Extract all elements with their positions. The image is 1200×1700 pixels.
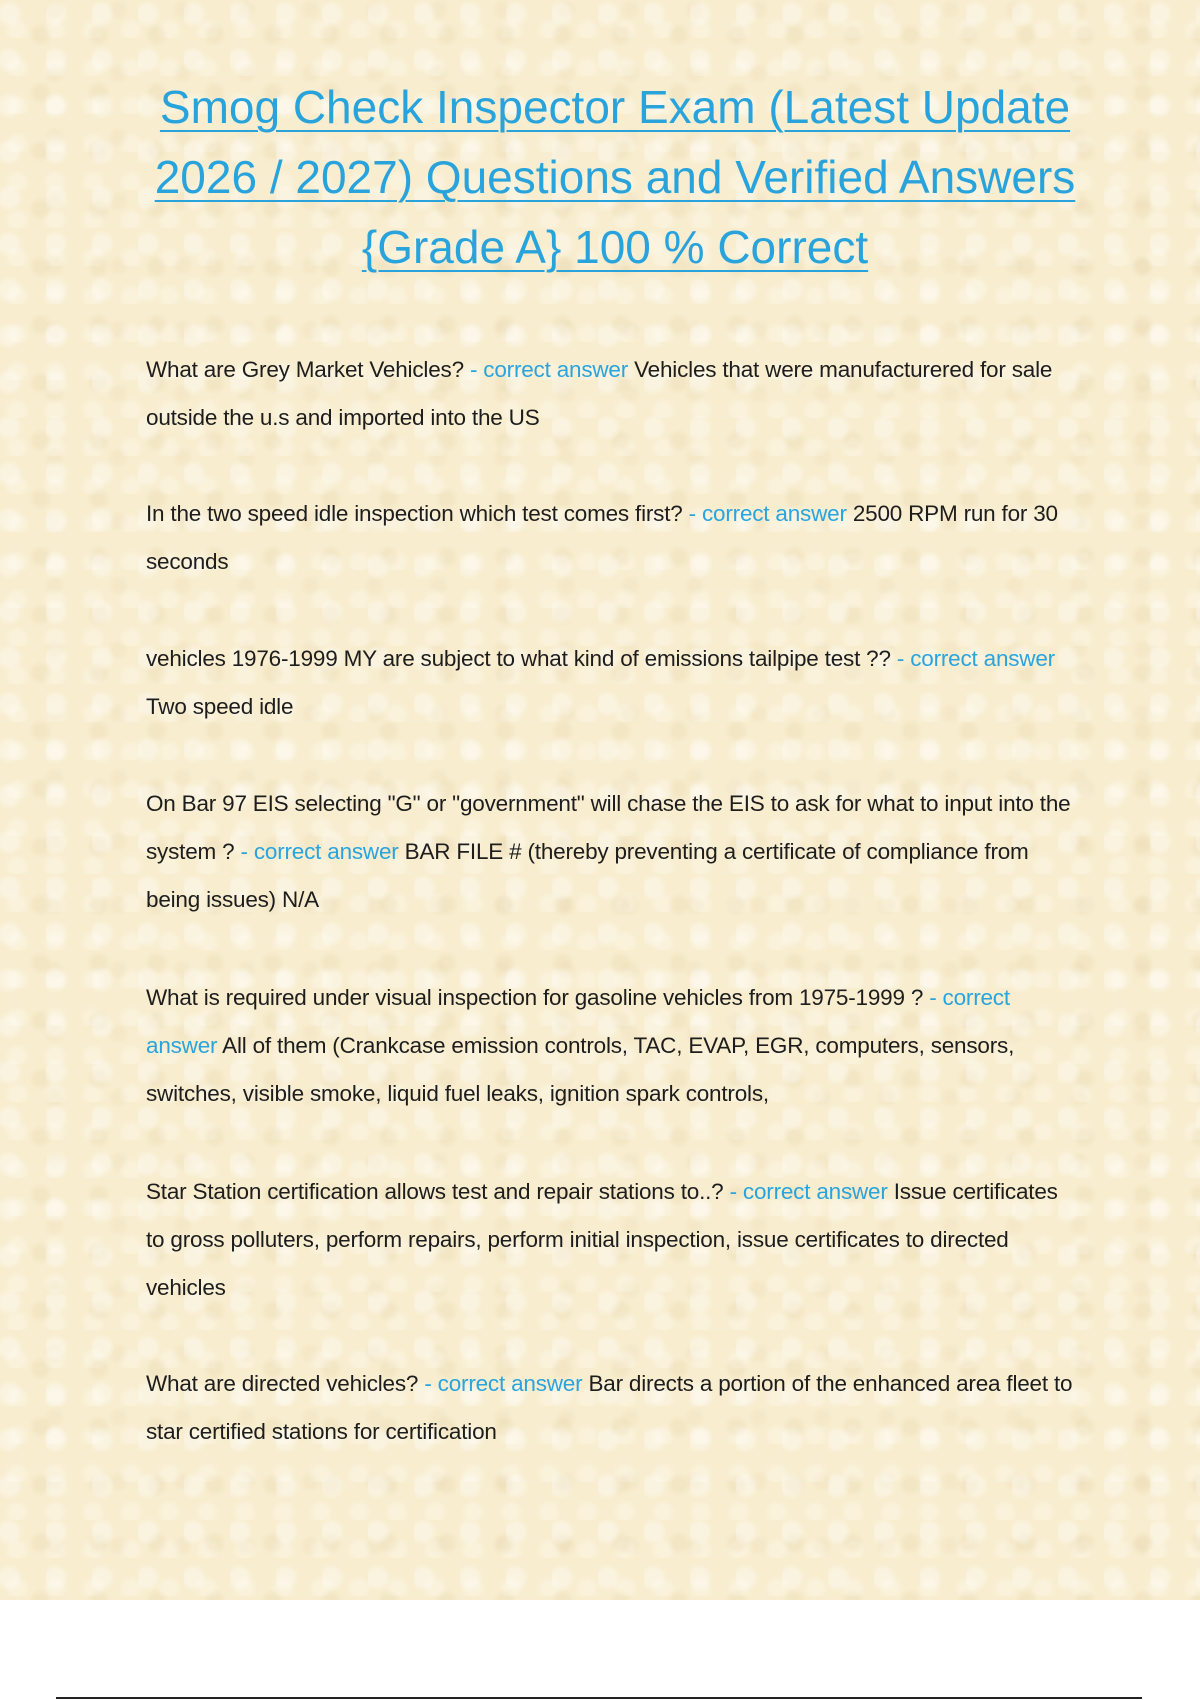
document-title: Smog Check Inspector Exam (Latest Update 2026 / 2027) Questions and Verified Answers {Grade A} 100 % Correct: [154, 81, 1076, 273]
answer-text: Two speed idle: [146, 694, 294, 719]
answer-text: Vehicles that were manufacturered for sale outside the u.s and imported into the US: [146, 357, 1053, 430]
question-text: What are Grey Market Vehicles?: [146, 357, 464, 382]
question-text: What is required under visual inspection for gasoline vehicles from 1975-1999 ?: [146, 985, 924, 1010]
qa-item: [146, 490, 1081, 586]
qa-item: [146, 1360, 1081, 1456]
qa-item: [146, 780, 1081, 924]
answer-marker: - correct answer: [729, 1179, 888, 1204]
question-text: Star Station certification allows test and repair stations to..?: [146, 1179, 724, 1204]
question-text: In the two speed idle inspection which test comes first?: [146, 501, 683, 526]
qa-item: [146, 1168, 1081, 1312]
qa-item: [146, 346, 1081, 442]
answer-text: 2500 RPM run for 30 seconds: [146, 501, 1058, 574]
answer-marker: - correct answer: [688, 501, 847, 526]
question-text: On Bar 97 EIS selecting "G" or "government" will chase the EIS to ask for what to input into the system ?: [146, 791, 1071, 864]
answer-marker: - correct answer: [896, 646, 1055, 671]
question-text: vehicles 1976-1999 MY are subject to what kind of emissions tailpipe test ??: [146, 646, 891, 671]
answer-text: BAR FILE # (thereby preventing a certificate of compliance from being issues) N/A: [146, 839, 1029, 912]
answer-marker: - correct answer: [469, 357, 629, 382]
question-text: What are directed vehicles?: [146, 1371, 419, 1396]
answer-marker: - correct answer: [424, 1371, 583, 1396]
page-divider: [56, 1697, 1142, 1699]
answer-marker: - correct answer: [146, 985, 1010, 1058]
qa-item: [146, 635, 1081, 731]
answer-marker: - correct answer: [240, 839, 399, 864]
qa-item: [146, 974, 1081, 1118]
answer-text: Bar directs a portion of the enhanced area fleet to star certified stations for certification: [146, 1371, 1073, 1444]
answer-text: All of them (Crankcase emission controls, TAC, EVAP, EGR, computers, sensors, switches, visible smoke, liquid fuel leaks, ignition spark controls,: [146, 1033, 1015, 1106]
answer-text: Issue certificates to gross polluters, perform repairs, perform initial inspection, issue certificates to directed vehicles: [146, 1179, 1058, 1300]
